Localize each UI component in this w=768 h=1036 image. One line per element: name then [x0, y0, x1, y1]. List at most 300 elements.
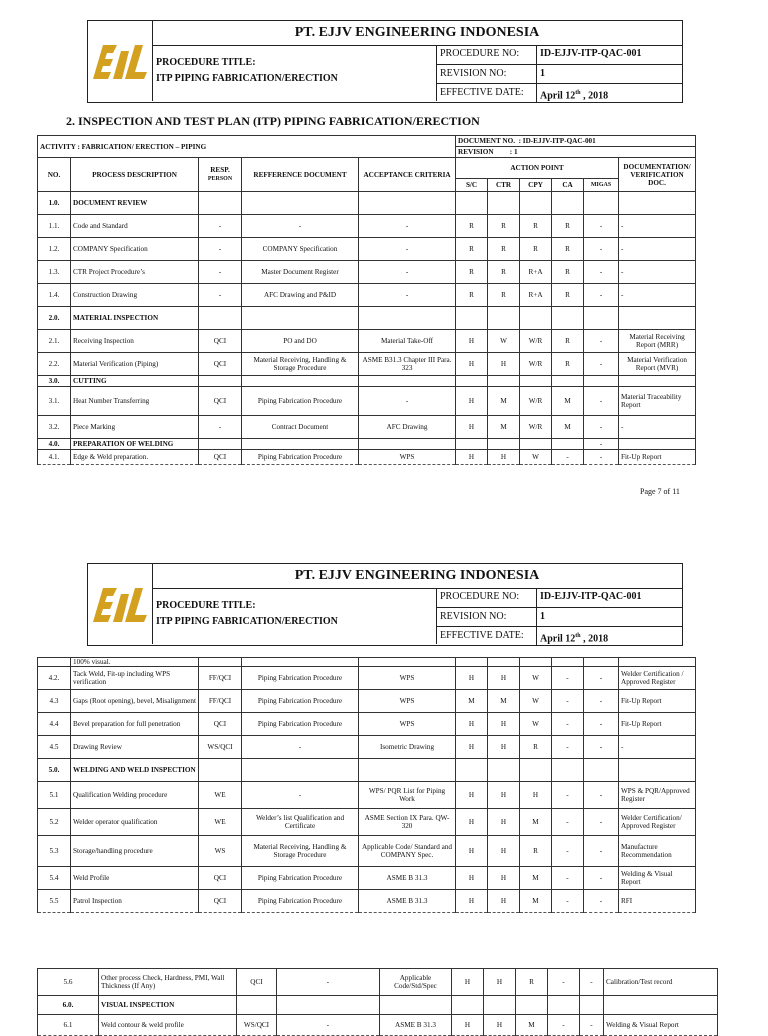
table-cell: QCI [199, 890, 242, 913]
table-cell: W [520, 450, 552, 465]
table-cell: 1.0. [38, 192, 71, 215]
table-cell: H [488, 867, 520, 890]
table-cell: Material Receiving, Handling & Storage Procedure [242, 353, 359, 376]
table-cell: R [552, 238, 584, 261]
table-cell: ASME Section IX Para. QW-320 [359, 809, 456, 836]
table-cell: - [359, 238, 456, 261]
table-cell: R [488, 238, 520, 261]
table-cell: 4.3 [38, 690, 71, 713]
effective-date-label: EFFECTIVE DATE: [437, 84, 537, 103]
table-cell [552, 307, 584, 330]
table-cell: R [456, 261, 488, 284]
table-cell: Contract Document [242, 416, 359, 439]
table-cell [199, 658, 242, 667]
col-reference: REFFERENCE DOCUMENT [242, 158, 359, 192]
table-cell: Material Receiving Report (MRR) [619, 330, 696, 353]
col-cpy: CPY [520, 179, 552, 192]
table-cell [619, 376, 696, 387]
table-cell: R [552, 353, 584, 376]
table-cell [619, 658, 696, 667]
table-cell: Calibration/Test record [604, 969, 718, 996]
table-cell: 5.3 [38, 836, 71, 867]
table-cell: - [619, 416, 696, 439]
table-cell: 6.1 [38, 1015, 99, 1036]
table-cell: Welding & Visual Report [619, 867, 696, 890]
table-cell: M [552, 416, 584, 439]
table-cell [452, 996, 484, 1015]
table-cell: M [456, 690, 488, 713]
table-cell: - [584, 809, 619, 836]
table-cell: - [199, 215, 242, 238]
table-cell: - [199, 261, 242, 284]
table-cell: - [584, 353, 619, 376]
table-cell: Applicable Code/ Standard and COMPANY Spec. [359, 836, 456, 867]
procedure-title: ITP PIPING FABRICATION/ERECTION [156, 616, 338, 627]
table-cell: 3.1. [38, 387, 71, 416]
header-meta [437, 588, 682, 644]
table-cell: QCI [199, 387, 242, 416]
table-cell: QCI [199, 867, 242, 890]
table-cell: H [456, 736, 488, 759]
table-cell [242, 192, 359, 215]
table-cell: R [488, 261, 520, 284]
table-cell: H [488, 713, 520, 736]
table-cell: 6.0. [38, 996, 99, 1015]
table-cell: - [584, 836, 619, 867]
table-cell: ASME B31.3 Chapter III Para. 323 [359, 353, 456, 376]
table-cell: Gaps (Root opening), bevel, Misalignment [71, 690, 199, 713]
table-cell: M [520, 890, 552, 913]
table-row [38, 690, 696, 713]
table-cell: Material Receiving, Handling & Storage Procedure [242, 836, 359, 867]
table-cell: PREPARATION OF WELDING [71, 439, 199, 450]
table-cell [277, 996, 380, 1015]
table-cell: M [552, 387, 584, 416]
ejl-logo-icon [91, 582, 149, 626]
table-cell: - [552, 713, 584, 736]
table-cell: R [456, 238, 488, 261]
company-name: PT. EJJV ENGINEERING INDONESIA [152, 21, 682, 46]
table-cell: 1.2. [38, 238, 71, 261]
table-cell: MATERIAL INSPECTION [71, 307, 199, 330]
table-cell: WPS [359, 450, 456, 465]
table-cell: - [584, 284, 619, 307]
table-cell: - [584, 416, 619, 439]
table-row [38, 836, 696, 867]
table-cell: Construction Drawing [71, 284, 199, 307]
table-cell: H [488, 782, 520, 809]
table-cell: Fit-Up Report [619, 450, 696, 465]
table-cell [199, 439, 242, 450]
table-cell: M [488, 387, 520, 416]
revision-no-label: REVISION NO: [437, 65, 537, 84]
table-cell: - [548, 1015, 580, 1036]
table-row [38, 215, 696, 238]
table-cell: Patrol Inspection [71, 890, 199, 913]
table-cell: - [359, 215, 456, 238]
table-cell: - [584, 215, 619, 238]
table-row [38, 713, 696, 736]
table-cell: Material Verification (Piping) [71, 353, 199, 376]
table-cell: 4.4 [38, 713, 71, 736]
table-cell: H [452, 969, 484, 996]
table-cell [380, 996, 452, 1015]
itp-table-page-3 [37, 968, 718, 1036]
table-cell: H [520, 782, 552, 809]
table-cell: - [619, 215, 696, 238]
table-cell: H [488, 836, 520, 867]
table-cell: WE [199, 809, 242, 836]
table-row [38, 330, 696, 353]
table-cell: Edge & Weld preparation. [71, 450, 199, 465]
procedure-title-block [152, 588, 437, 644]
table-cell: W/R [520, 387, 552, 416]
table-cell [242, 658, 359, 667]
table-cell: Storage/handling procedure [71, 836, 199, 867]
table-cell: H [488, 890, 520, 913]
table-cell: Material Traceability Report [619, 387, 696, 416]
table-cell: M [488, 690, 520, 713]
table-cell: WPS [359, 667, 456, 690]
table-cell: H [488, 450, 520, 465]
table-cell: Piping Fabrication Procedure [242, 867, 359, 890]
table-row [38, 759, 696, 782]
table-row [38, 353, 696, 376]
company-logo [88, 564, 153, 644]
table-cell: 3.0. [38, 376, 71, 387]
table-cell: - [584, 867, 619, 890]
table-cell: PO and DO [242, 330, 359, 353]
table-cell: 4.0. [38, 439, 71, 450]
table-cell: H [456, 867, 488, 890]
table-cell [520, 192, 552, 215]
activity-label: ACTIVITY : FABRICATION/ ERECTION – PIPING [38, 136, 456, 158]
table-cell [456, 759, 488, 782]
table-cell: M [520, 809, 552, 836]
table-cell [456, 307, 488, 330]
table-cell [520, 658, 552, 667]
table-cell: - [584, 690, 619, 713]
table-cell: Isometric Drawing [359, 736, 456, 759]
table-row [38, 307, 696, 330]
table-cell: Master Document Register [242, 261, 359, 284]
table-cell [242, 759, 359, 782]
table-cell: Welder’s list Qualification and Certificate [242, 809, 359, 836]
table-cell: Qualification Welding procedure [71, 782, 199, 809]
table-cell: 5.0. [38, 759, 71, 782]
table-cell [520, 307, 552, 330]
table-cell: R [520, 836, 552, 867]
table-cell: R [520, 215, 552, 238]
table-cell [456, 658, 488, 667]
procedure-title-label: PROCEDURE TITLE: [156, 57, 256, 68]
table-row [38, 439, 696, 450]
table-cell: R [552, 330, 584, 353]
col-no: NO. [38, 158, 71, 192]
table-cell: 2.2. [38, 353, 71, 376]
table-cell: Material Verification Report (MVR) [619, 353, 696, 376]
table-cell: R [456, 284, 488, 307]
table-cell: - [552, 667, 584, 690]
table-cell: WPS [359, 690, 456, 713]
col-ctr: CTR [488, 179, 520, 192]
table-cell: - [242, 782, 359, 809]
table-cell: WE [199, 782, 242, 809]
table-cell: - [619, 284, 696, 307]
procedure-title-label: PROCEDURE TITLE: [156, 600, 256, 611]
table-cell: QCI [237, 969, 277, 996]
table-cell [552, 439, 584, 450]
table-cell [552, 759, 584, 782]
col-action-point: ACTION POINT [456, 158, 619, 179]
table-cell: W/R [520, 330, 552, 353]
table-cell [520, 439, 552, 450]
table-cell: M [488, 416, 520, 439]
table-cell [359, 658, 456, 667]
table-body-page-3 [38, 969, 718, 1036]
table-cell: - [552, 890, 584, 913]
table-cell [548, 996, 580, 1015]
table-cell: - [584, 736, 619, 759]
table-cell [488, 439, 520, 450]
table-cell: Tack Weld, Fit-up including WPS verification [71, 667, 199, 690]
table-cell: - [277, 1015, 380, 1036]
table-cell: Welder Certification / Approved Register [619, 667, 696, 690]
table-cell: H [488, 809, 520, 836]
table-cell: - [199, 416, 242, 439]
table-cell [199, 759, 242, 782]
table-cell: W/R [520, 416, 552, 439]
col-process: PROCESS DESCRIPTION [71, 158, 199, 192]
table-cell: Heat Number Transferring [71, 387, 199, 416]
table-cell: - [552, 736, 584, 759]
table-cell: - [580, 969, 604, 996]
table-cell: - [552, 782, 584, 809]
table-cell: 5.4 [38, 867, 71, 890]
table-cell: W [520, 690, 552, 713]
table-cell [488, 759, 520, 782]
procedure-no-label: PROCEDURE NO: [437, 45, 537, 64]
table-cell: QCI [199, 713, 242, 736]
table-row [38, 261, 696, 284]
table-cell [488, 307, 520, 330]
table-cell: Welder operator qualification [71, 809, 199, 836]
table-cell [359, 759, 456, 782]
table-cell [484, 996, 516, 1015]
table-cell [619, 759, 696, 782]
table-cell: H [484, 1015, 516, 1036]
table-cell [359, 307, 456, 330]
table-cell: H [456, 450, 488, 465]
table-cell: R [520, 238, 552, 261]
table-cell [584, 307, 619, 330]
table-cell [456, 439, 488, 450]
page-number: Page 7 of 11 [640, 487, 680, 496]
table-cell: Weld Profile [71, 867, 199, 890]
table-cell: 2.1. [38, 330, 71, 353]
table-cell: WPS/ PQR List for Piping Work [359, 782, 456, 809]
effective-date: April 12th , 2018 [540, 633, 609, 645]
table-cell [242, 307, 359, 330]
table-cell: - [552, 867, 584, 890]
revision: REVISION : 1 [456, 147, 696, 158]
table-row [38, 1015, 718, 1036]
table-cell: - [584, 667, 619, 690]
table-cell [584, 759, 619, 782]
table-cell: - [584, 238, 619, 261]
table-cell [619, 307, 696, 330]
table-cell: Piping Fabrication Procedure [242, 387, 359, 416]
table-cell: 1.4. [38, 284, 71, 307]
table-cell [237, 996, 277, 1015]
table-row [38, 387, 696, 416]
table-cell: COMPANY Specification [242, 238, 359, 261]
table-cell: Piping Fabrication Procedure [242, 713, 359, 736]
table-cell [552, 376, 584, 387]
table-row [38, 284, 696, 307]
table-cell: 2.0. [38, 307, 71, 330]
procedure-no: ID-EJJV-ITP-QAC-001 [540, 591, 642, 602]
table-row [38, 969, 718, 996]
table-cell: Bevel preparation for full penetration [71, 713, 199, 736]
table-cell: Welder Certification/ Approved Register [619, 809, 696, 836]
table-cell: R [516, 969, 548, 996]
table-cell: R [520, 736, 552, 759]
col-migas: MIGAS [584, 179, 619, 192]
table-cell: - [359, 261, 456, 284]
table-cell [359, 376, 456, 387]
table-cell: FF/QCI [199, 667, 242, 690]
table-cell [199, 376, 242, 387]
table-cell: - [584, 439, 619, 450]
table-cell: Other process Check, Hardness, PMI, Wall Thickness (If Any) [99, 969, 237, 996]
table-cell: H [456, 836, 488, 867]
table-cell: Weld contour & weld profile [99, 1015, 237, 1036]
table-cell [584, 376, 619, 387]
table-cell: W [488, 330, 520, 353]
table-cell: AFC Drawing and P&ID [242, 284, 359, 307]
table-cell: RFI [619, 890, 696, 913]
procedure-title-block [152, 45, 437, 101]
table-cell [456, 192, 488, 215]
table-cell: 5.5 [38, 890, 71, 913]
table-cell: W/R [520, 353, 552, 376]
table-cell: R [552, 284, 584, 307]
table-cell: WS/QCI [199, 736, 242, 759]
revision-no: 1 [540, 67, 545, 79]
table-row [38, 867, 696, 890]
table-cell: Fit-Up Report [619, 713, 696, 736]
table-cell [488, 192, 520, 215]
table-cell: - [277, 969, 380, 996]
table-cell: H [488, 736, 520, 759]
table-row [38, 736, 696, 759]
header-meta [437, 45, 682, 101]
table-cell: Material Take-Off [359, 330, 456, 353]
table-cell: WS/QCI [237, 1015, 277, 1036]
table-row [38, 416, 696, 439]
table-cell [516, 996, 548, 1015]
table-cell [520, 759, 552, 782]
table-cell: 4.2. [38, 667, 71, 690]
table-cell: - [619, 261, 696, 284]
col-resp: RESP. PERSON [199, 158, 242, 192]
table-cell: QCI [199, 353, 242, 376]
table-cell: - [242, 736, 359, 759]
table-cell: Piping Fabrication Procedure [242, 667, 359, 690]
table-cell: R+A [520, 261, 552, 284]
table-cell: QCI [199, 330, 242, 353]
table-cell: - [552, 690, 584, 713]
table-cell: Piping Fabrication Procedure [242, 450, 359, 465]
table-cell: R [552, 261, 584, 284]
procedure-no-label: PROCEDURE NO: [437, 588, 537, 607]
table-cell: 5.6 [38, 969, 99, 996]
table-cell: Receiving Inspection [71, 330, 199, 353]
table-row [38, 376, 696, 387]
table-cell: - [619, 238, 696, 261]
table-cell: - [584, 387, 619, 416]
table-cell: - [199, 284, 242, 307]
table-cell: R [488, 284, 520, 307]
table-row [38, 450, 696, 465]
table-cell: H [484, 969, 516, 996]
table-cell: H [456, 330, 488, 353]
table-cell: Piping Fabrication Procedure [242, 690, 359, 713]
table-row [38, 890, 696, 913]
col-documentation: DOCUMENTATION/ VERIFICATION DOC. [619, 158, 696, 192]
table-cell: - [552, 809, 584, 836]
table-cell: ASME B 31.3 [359, 867, 456, 890]
table-cell: - [584, 713, 619, 736]
table-cell: H [456, 809, 488, 836]
table-cell: R [552, 215, 584, 238]
table-cell: CTR Project Procedure’s [71, 261, 199, 284]
table-cell: - [580, 1015, 604, 1036]
table-cell [456, 376, 488, 387]
table-row [38, 996, 718, 1015]
table-body-page-1 [38, 192, 696, 465]
table-cell: - [552, 450, 584, 465]
table-cell: WS [199, 836, 242, 867]
table-cell: - [548, 969, 580, 996]
company-logo [88, 21, 153, 101]
table-cell: Manufacture Recommendation [619, 836, 696, 867]
table-cell: H [456, 890, 488, 913]
table-cell [619, 192, 696, 215]
table-row [38, 658, 696, 667]
table-cell: H [488, 353, 520, 376]
table-cell: - [552, 836, 584, 867]
table-cell: H [456, 667, 488, 690]
revision-no: 1 [540, 610, 545, 622]
table-cell [584, 658, 619, 667]
table-cell: H [452, 1015, 484, 1036]
table-cell: - [584, 261, 619, 284]
table-cell: WPS & PQR/Approved Register [619, 782, 696, 809]
table-cell [359, 439, 456, 450]
table-cell [359, 192, 456, 215]
table-cell: CUTTING [71, 376, 199, 387]
table-cell: 100% visual. [71, 658, 199, 667]
table-cell [580, 996, 604, 1015]
table-cell: H [488, 667, 520, 690]
table-cell [242, 439, 359, 450]
table-cell: - [359, 387, 456, 416]
table-cell: - [584, 782, 619, 809]
procedure-no: ID-EJJV-ITP-QAC-001 [540, 48, 642, 59]
document-no: DOCUMENT NO. : ID-EJJV-ITP-QAC-001 [456, 136, 696, 147]
